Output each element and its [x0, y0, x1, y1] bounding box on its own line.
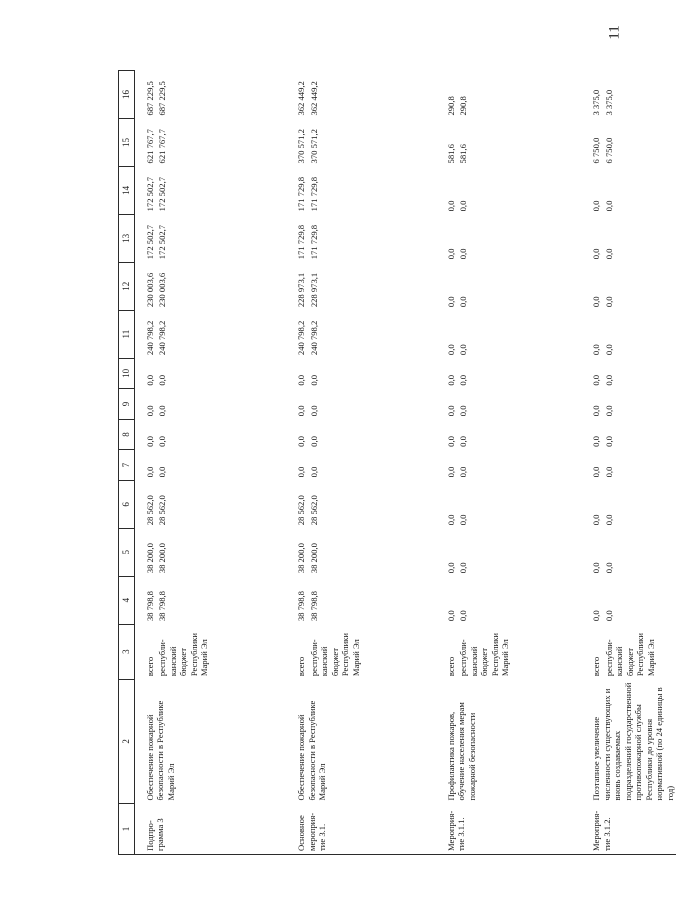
- value-cell-col-7: 0,0: [591, 466, 602, 478]
- value-cell-col-6: 28 562,0: [296, 495, 307, 526]
- program-name: Поэтапное увеличение численности существующих и вновь создаваемых подразделений государственной противопожарной службы Республики до уровня нормативной (по 24 единицы в год): [591, 682, 675, 801]
- page-number: 11: [606, 25, 623, 40]
- value-cell-col-5: 38 200,0: [296, 543, 307, 574]
- value-cell-col-13: 0,0: [591, 248, 602, 260]
- value-cell-col-14: 171 729,8: [296, 176, 307, 212]
- value-cell-col-8: 0,0: [308, 436, 319, 447]
- column-number-15: 15: [119, 119, 135, 167]
- value-cell-col-13: 172 502,7: [145, 224, 155, 260]
- value-cell-col-10: 0,0: [157, 374, 168, 386]
- value-cell-col-4: 0,0: [445, 610, 456, 622]
- program-name: Обеспечение пожарной безопасности в Республике Марий Эл: [145, 700, 176, 801]
- value-cell-col-4: 38 798,8: [296, 591, 307, 622]
- funding-source: республи- канский бюджет Республики Марий Эл: [458, 633, 511, 677]
- column-number-1: 1: [119, 804, 135, 855]
- program-code: Подпро- грамма 3: [135, 804, 287, 855]
- value-cell-col-7: 0,0: [296, 466, 307, 478]
- value-cell-col-16: 362 449,2: [308, 81, 319, 116]
- value-cell-col-11: 240 798,2: [145, 320, 155, 356]
- column-number-5: 5: [119, 528, 135, 576]
- value-cell-col-9: 0,0: [296, 405, 307, 417]
- value-cell-col-6: 28 562,0: [157, 495, 168, 526]
- value-cell-col-14: 0,0: [603, 200, 614, 212]
- funding-source: всего: [296, 656, 307, 677]
- value-cell-col-15: 621 767,7: [157, 129, 168, 164]
- value-cell-col-16: 687 229,5: [145, 81, 155, 116]
- budget-table: [118, 70, 676, 855]
- column-number-14: 14: [119, 166, 135, 214]
- value-cell-col-16: 290,8: [445, 96, 456, 116]
- value-cell-col-9: 0,0: [591, 405, 602, 417]
- value-cell-col-15: 370 571,2: [296, 129, 307, 164]
- value-cell-col-15: 370 571,2: [308, 129, 319, 164]
- value-cell-col-9: 0,0: [603, 405, 614, 417]
- value-cell-col-7: 0,0: [603, 466, 614, 478]
- value-cell-col-5: 0,0: [445, 562, 456, 574]
- column-number-2: 2: [119, 679, 135, 803]
- value-cell-col-13: 171 729,8: [296, 224, 307, 260]
- column-number-8: 8: [119, 419, 135, 450]
- value-cell-col-12: 228 973,1: [308, 272, 319, 308]
- value-cell-col-9: 0,0: [308, 405, 319, 417]
- value-cell-col-12: 228 973,1: [296, 272, 307, 308]
- value-cell-col-15: 581,6: [458, 144, 469, 164]
- column-number-4: 4: [119, 576, 135, 624]
- value-cell-col-13: 0,0: [458, 248, 469, 260]
- column-number-11: 11: [119, 310, 135, 358]
- column-number-12: 12: [119, 262, 135, 310]
- program-code: Основное мероприя- тие 3.1.: [286, 804, 435, 855]
- value-cell-col-10: 0,0: [603, 374, 614, 386]
- value-cell-col-8: 0,0: [296, 436, 307, 447]
- value-cell-col-10: 0,0: [458, 374, 469, 386]
- value-cell-col-9: 0,0: [157, 405, 168, 417]
- table-body: [119, 71, 676, 855]
- value-cell-col-5: 38 200,0: [157, 543, 168, 574]
- value-cell-col-9: 0,0: [445, 405, 456, 417]
- column-number-10: 10: [119, 358, 135, 389]
- value-cell-col-11: 0,0: [603, 344, 614, 356]
- value-cell-col-11: 0,0: [458, 344, 469, 356]
- value-cell-col-8: 0,0: [157, 436, 168, 447]
- value-cell-col-4: 0,0: [603, 610, 614, 622]
- value-cell-col-6: 0,0: [603, 514, 614, 526]
- value-cell-col-4: 38 798,8: [308, 591, 319, 622]
- funding-source: всего: [145, 656, 155, 677]
- program-code: Мероприя- тие 3.1.1.: [436, 804, 581, 855]
- value-cell-col-12: 0,0: [445, 296, 456, 308]
- value-cell-col-5: 0,0: [603, 562, 614, 574]
- column-number-6: 6: [119, 480, 135, 528]
- value-cell-col-11: 0,0: [445, 344, 456, 356]
- value-cell-col-12: 0,0: [458, 296, 469, 308]
- value-cell-col-9: 0,0: [458, 405, 469, 417]
- value-cell-col-5: 0,0: [458, 562, 469, 574]
- value-cell-col-11: 240 798,2: [157, 320, 168, 356]
- value-cell-col-15: 6 750,0: [591, 137, 602, 164]
- column-number-16: 16: [119, 71, 135, 119]
- value-cell-col-4: 0,0: [591, 610, 602, 622]
- value-cell-col-11: 0,0: [591, 344, 602, 356]
- value-cell-col-6: 0,0: [445, 514, 456, 526]
- funding-source: всего: [445, 656, 456, 677]
- value-cell-col-4: 38 798,8: [157, 591, 168, 622]
- value-cell-col-8: 0,0: [145, 436, 155, 447]
- rotated-content: [118, 70, 675, 855]
- value-cell-col-8: 0,0: [591, 436, 602, 447]
- value-cell-col-6: 0,0: [591, 514, 602, 526]
- value-cell-col-8: 0,0: [603, 436, 614, 447]
- value-cell-col-7: 0,0: [458, 466, 469, 478]
- value-cell-col-10: 0,0: [308, 374, 319, 386]
- value-cell-col-16: 687 229,5: [157, 81, 168, 116]
- funding-source: всего: [591, 656, 602, 677]
- value-cell-col-16: 3 375,0: [603, 89, 614, 116]
- value-cell-col-8: 0,0: [458, 436, 469, 447]
- value-cell-col-14: 0,0: [445, 200, 456, 212]
- value-cell-col-7: 0,0: [308, 466, 319, 478]
- funding-source: республи- канский бюджет Республики Марий Эл: [157, 633, 210, 677]
- value-cell-col-7: 0,0: [445, 466, 456, 478]
- value-cell-col-14: 0,0: [591, 200, 602, 212]
- table-row: [286, 71, 307, 855]
- value-cell-col-16: 362 449,2: [296, 81, 307, 116]
- program-name: Обеспечение пожарной безопасности в Республике Марий Эл: [296, 700, 328, 801]
- column-number-3: 3: [119, 624, 135, 679]
- value-cell-col-12: 0,0: [591, 296, 602, 308]
- value-cell-col-15: 581,6: [445, 144, 456, 164]
- value-cell-col-14: 0,0: [458, 200, 469, 212]
- value-cell-col-15: 6 750,0: [603, 137, 614, 164]
- value-cell-col-12: 230 003,6: [157, 272, 168, 308]
- value-cell-col-5: 38 200,0: [145, 543, 155, 574]
- value-cell-col-8: 0,0: [445, 436, 456, 447]
- value-cell-col-6: 28 562,0: [308, 495, 319, 526]
- value-cell-col-12: 0,0: [603, 296, 614, 308]
- funding-source: республи- канский бюджет Республики Марий Эл: [308, 633, 361, 677]
- column-number-row: [119, 71, 135, 855]
- value-cell-col-14: 171 729,8: [308, 176, 319, 212]
- value-cell-col-12: 230 003,6: [145, 272, 155, 308]
- value-cell-col-4: 0,0: [458, 610, 469, 622]
- value-cell-col-10: 0,0: [145, 374, 155, 386]
- value-cell-col-13: 171 729,8: [308, 224, 319, 260]
- value-cell-col-7: 0,0: [157, 466, 168, 478]
- value-cell-col-10: 0,0: [296, 374, 307, 386]
- value-cell-col-10: 0,0: [445, 374, 456, 386]
- value-cell-col-9: 0,0: [145, 405, 155, 417]
- column-number-9: 9: [119, 389, 135, 420]
- value-cell-col-13: 0,0: [445, 248, 456, 260]
- table-row: [135, 71, 157, 855]
- value-cell-col-10: 0,0: [591, 374, 602, 386]
- value-cell-col-5: 0,0: [591, 562, 602, 574]
- value-cell-col-16: 3 375,0: [591, 89, 602, 116]
- value-cell-col-13: 0,0: [603, 248, 614, 260]
- program-code: Мероприя- тие 3.1.2.: [581, 804, 676, 855]
- program-name: Профилактика пожаров, обучение населения мерам пожарной безопасности: [445, 702, 477, 801]
- value-cell-col-11: 240 798,2: [308, 320, 319, 356]
- value-cell-col-14: 172 502,7: [157, 176, 168, 212]
- value-cell-col-4: 38 798,8: [145, 591, 155, 622]
- funding-source: республи- канский бюджет Республики Марий Эл: [603, 633, 656, 677]
- column-number-7: 7: [119, 450, 135, 481]
- table-row: [581, 71, 602, 855]
- value-cell-col-14: 172 502,7: [145, 176, 155, 212]
- value-cell-col-6: 0,0: [458, 514, 469, 526]
- table-row: [436, 71, 457, 855]
- value-cell-col-5: 38 200,0: [308, 543, 319, 574]
- value-cell-col-15: 621 767,7: [145, 129, 155, 164]
- value-cell-col-11: 240 798,2: [296, 320, 307, 356]
- value-cell-col-16: 290,8: [458, 96, 469, 116]
- column-number-13: 13: [119, 214, 135, 262]
- value-cell-col-13: 172 502,7: [157, 224, 168, 260]
- value-cell-col-7: 0,0: [145, 466, 155, 478]
- value-cell-col-6: 28 562,0: [145, 495, 155, 526]
